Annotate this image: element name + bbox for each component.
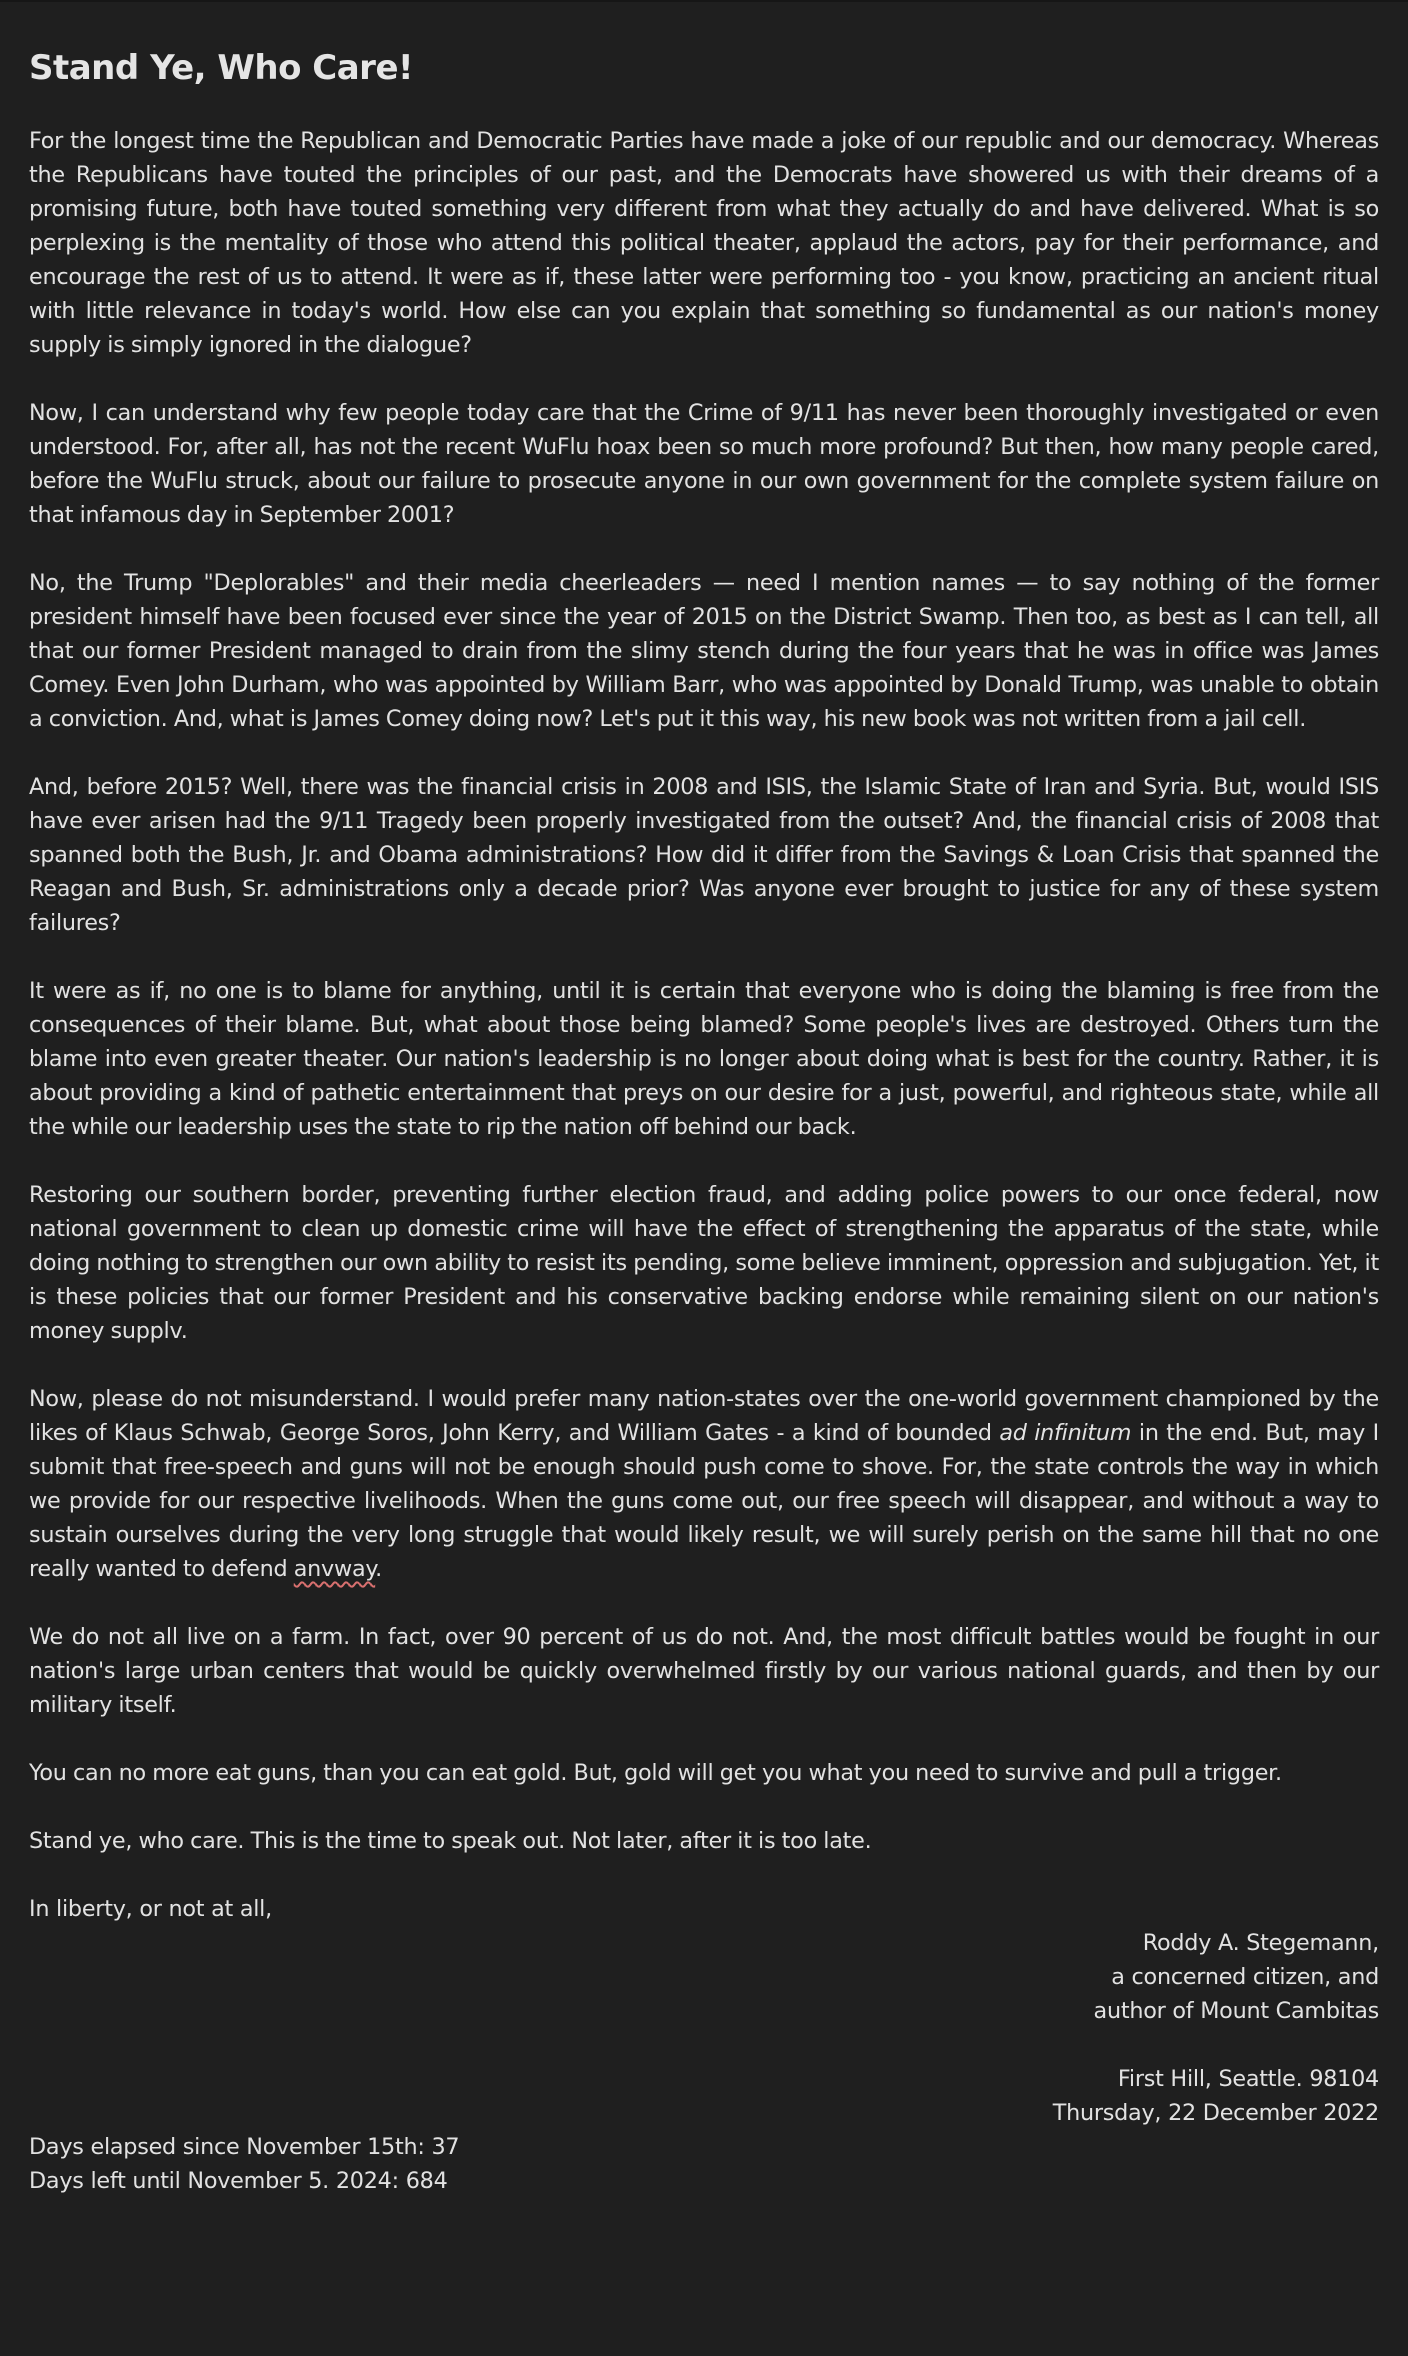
paragraph-text: in the end. But, may I submit that free-speech and guns will not be enough should push come to shove. For, the state controls the way in which we provide for our respective livelihoods. When the guns come out, our free speech will disappear, and without a way to sustain ourselves during the very long struggle that would likely result, we will surely perish on the same hill that no one really wanted to defend [29,1420,1379,1582]
misspelled-word[interactable]: anvway [293,1556,376,1582]
spacer [29,2028,1379,2062]
paragraph: For the longest time the Republican and Democratic Parties have made a joke of our republic and our democracy. Whereas the Republicans have touted the principles of our past, and the Democrats have showered us with their dreams of a promising future, both have touted something very different from what they actually do and have delivered. What is so perplexing is the mentality of those who attend this political theater, applaud the actors, pay for their performance, and encourage the rest of us to attend. It were as if, these latter were performing too - you know, practicing an ancient ritual with little relevance in today's world. How else can you explain that something so fundamental as our nation's money supply is simply ignored in the dialogue? [29,128,1379,358]
signature-line: a concerned citizen, and [1111,1964,1379,1990]
paragraph: Now, I can understand why few people today care that the Crime of 9/11 has never been thoroughly investigated or even understood. For, after all, has not the recent WuFlu hoax been so much more profound? But then, how many people cared, before the WuFlu struck, about our failure to prosecute anyone in our own government for the complete system failure on that infamous day in September 2001? [29,400,1379,528]
paragraph: You can no more eat guns, than you can eat gold. But, gold will get you what you need to survive and pull a trigger. [29,1760,1282,1786]
paragraph [29,1382,1379,1586]
date: Thursday, 22 December 2022 [1052,2100,1379,2126]
paragraph: And, before 2015? Well, there was the financial crisis in 2008 and ISIS, the Islamic State of Iran and Syria. But, would ISIS have ever arisen had the 9/11 Tragedy been properly investigated from the outset? And, the financial crisis of 2008 that spanned both the Bush, Jr. and Obama administrations? How did it differ from the Savings & Loan Crisis that spanned the Reagan and Bush, Sr. administrations only a decade prior? Was anyone ever brought to justice for any of these system failures? [29,774,1379,936]
salutation: In liberty, or not at all, [29,1896,272,1922]
signature-line: author of Mount Cambitas [1093,1998,1379,2024]
paragraph: No, the Trump "Deplorables" and their media cheerleaders — need I mention names — to say nothing of the former president himself have been focused ever since the year of 2015 on the District Swamp. Then too, as best as I can tell, all that our former President managed to drain from the slimy stench during the four years that he was in office was James Comey. Even John Durham, who was appointed by William Barr, who was appointed by Donald Trump, was unable to obtain a conviction. And, what is James Comey doing now? Let's put it this way, his new book was not written from a jail cell. [29,570,1379,732]
signature-name: Roddy A. Stegemann, [1142,1930,1379,1956]
days-elapsed: Days elapsed since November 15th: 37 [29,2134,460,2160]
paragraph: Restoring our southern border, preventing further election fraud, and adding police powers to our once federal, now national government to clean up domestic crime will have the effect of strengthening the apparatus of the state, while doing nothing to strengthen our own ability to resist its pending, some believe imminent, oppression and subjugation. Yet, it is these policies that our former President and his conservative backing endorse while remaining silent on our nation's money supplv. [29,1182,1379,1344]
paragraph: We do not all live on a farm. In fact, over 90 percent of us do not. And, the most difficult battles would be fought in our nation's large urban centers that would be quickly overwhelmed firstly by our various national guards, and then by our military itself. [29,1624,1379,1718]
paragraph-text: Now, please do not misunderstand. I would prefer many nation-states over the one-world government championed by the likes of Klaus Schwab, George Soros, John Kerry, and William Gates - a kind of bounded [29,1386,1379,1446]
paragraph: Stand ye, who care. This is the time to speak out. Not later, after it is too late. [29,1828,872,1854]
italic-phrase: ad infinitum [999,1420,1132,1446]
document-title: Stand Ye, Who Care! [29,48,414,88]
days-left: Days left until November 5. 2024: 684 [29,2168,448,2194]
place: First Hill, Seattle. 98104 [1117,2066,1379,2092]
paragraph: It were as if, no one is to blame for anything, until it is certain that everyone who is doing the blaming is free from the consequences of their blame. But, what about those being blamed? Some people's lives are destroyed. Others turn the blame into even greater theater. Our nation's leadership is no longer about doing what is best for the country. Rather, it is about providing a kind of pathetic entertainment that preys on our desire for a just, powerful, and righteous state, while all the while our leadership uses the state to rip the nation off behind our back. [29,978,1379,1140]
document [0,2,1408,2198]
paragraph-text: . [375,1556,382,1582]
